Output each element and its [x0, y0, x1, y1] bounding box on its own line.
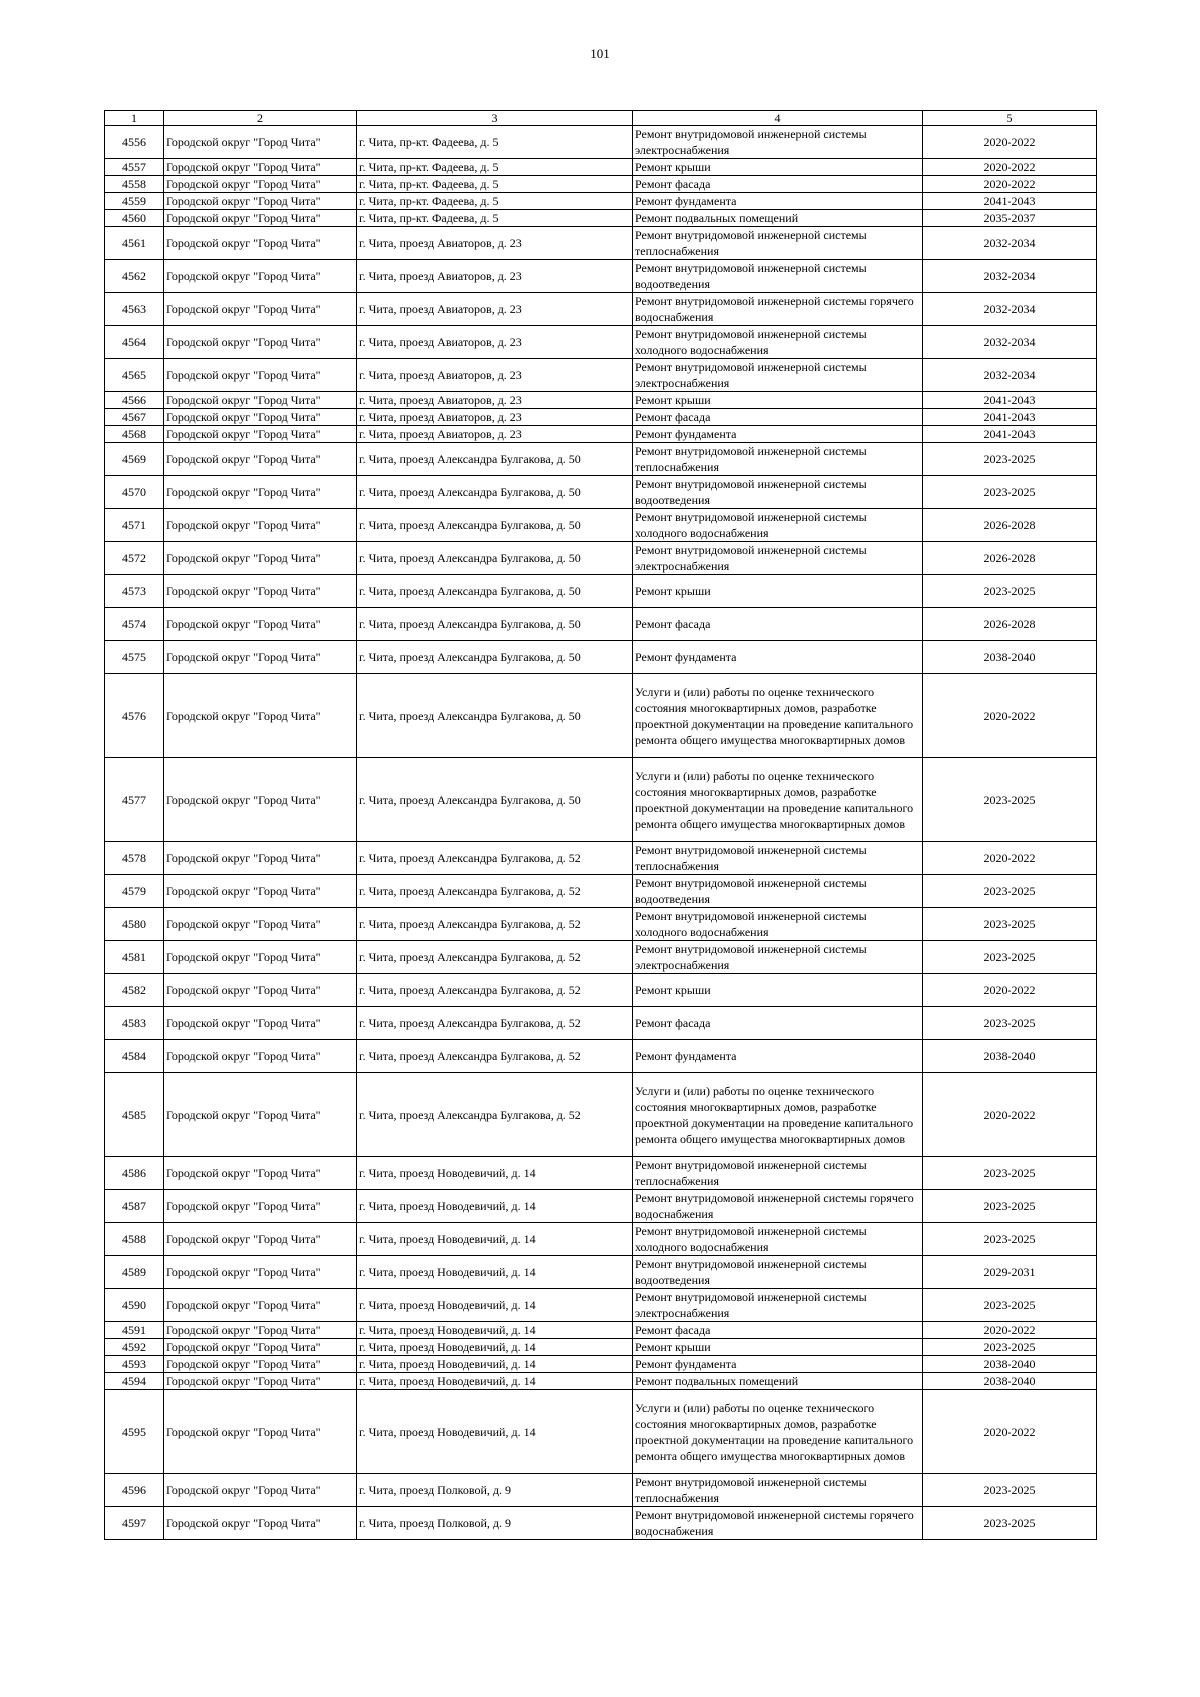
- row-number-cell: 4594: [105, 1373, 164, 1390]
- address-cell: г. Чита, проезд Авиаторов, д. 23: [357, 426, 633, 443]
- address-cell: г. Чита, проезд Александра Булгакова, д. 50: [357, 674, 633, 758]
- table-row: [105, 842, 1097, 875]
- table-row: [105, 1322, 1097, 1339]
- period-cell: 2020-2022: [923, 176, 1097, 193]
- address-cell: г. Чита, проезд Полковой, д. 9: [357, 1474, 633, 1507]
- period-cell: 2023-2025: [923, 1507, 1097, 1540]
- address-cell: г. Чита, проезд Новодевичий, д. 14: [357, 1390, 633, 1474]
- work-type-cell: Ремонт внутридомовой инженерной системы теплоснабжения: [633, 443, 923, 476]
- municipality-cell: Городской округ "Город Чита": [164, 227, 357, 260]
- table-row: [105, 608, 1097, 641]
- municipality-cell: Городской округ "Город Чита": [164, 1390, 357, 1474]
- work-type-cell: Ремонт внутридомовой инженерной системы горячего водоснабжения: [633, 293, 923, 326]
- address-cell: г. Чита, проезд Новодевичий, д. 14: [357, 1223, 633, 1256]
- row-number-cell: 4589: [105, 1256, 164, 1289]
- row-number-cell: 4566: [105, 392, 164, 409]
- table-row: [105, 1289, 1097, 1322]
- row-number-cell: 4565: [105, 359, 164, 392]
- row-number-cell: 4585: [105, 1073, 164, 1157]
- work-type-cell: Ремонт фасада: [633, 608, 923, 641]
- address-cell: г. Чита, проезд Александра Булгакова, д. 52: [357, 908, 633, 941]
- table-row: [105, 974, 1097, 1007]
- work-type-cell: Ремонт внутридомовой инженерной системы электроснабжения: [633, 359, 923, 392]
- work-type-cell: Ремонт внутридомовой инженерной системы теплоснабжения: [633, 227, 923, 260]
- period-cell: 2026-2028: [923, 608, 1097, 641]
- work-type-cell: Ремонт крыши: [633, 392, 923, 409]
- municipality-cell: Городской округ "Город Чита": [164, 875, 357, 908]
- table-row: [105, 176, 1097, 193]
- table-row: [105, 1356, 1097, 1373]
- period-cell: 2020-2022: [923, 1390, 1097, 1474]
- period-cell: 2032-2034: [923, 227, 1097, 260]
- table-row: [105, 1073, 1097, 1157]
- work-type-cell: Ремонт внутридомовой инженерной системы теплоснабжения: [633, 842, 923, 875]
- municipality-cell: Городской округ "Город Чита": [164, 1507, 357, 1540]
- table-row: [105, 1474, 1097, 1507]
- municipality-cell: Городской округ "Город Чита": [164, 1339, 357, 1356]
- table-row: [105, 159, 1097, 176]
- period-cell: 2023-2025: [923, 1474, 1097, 1507]
- table-row: [105, 476, 1097, 509]
- period-cell: 2038-2040: [923, 1356, 1097, 1373]
- table-row: [105, 509, 1097, 542]
- period-cell: 2023-2025: [923, 1289, 1097, 1322]
- period-cell: 2020-2022: [923, 126, 1097, 159]
- page-number: 101: [590, 46, 610, 61]
- municipality-cell: Городской округ "Город Чита": [164, 1190, 357, 1223]
- work-type-cell: Ремонт фундамента: [633, 193, 923, 210]
- table-row: [105, 1373, 1097, 1390]
- work-type-cell: Ремонт фасада: [633, 1322, 923, 1339]
- municipality-cell: Городской округ "Город Чита": [164, 758, 357, 842]
- row-number-cell: 4559: [105, 193, 164, 210]
- table-row: [105, 1190, 1097, 1223]
- row-number-cell: 4561: [105, 227, 164, 260]
- row-number-cell: 4590: [105, 1289, 164, 1322]
- period-cell: 2023-2025: [923, 476, 1097, 509]
- address-cell: г. Чита, проезд Александра Булгакова, д. 50: [357, 476, 633, 509]
- municipality-cell: Городской округ "Город Чита": [164, 293, 357, 326]
- row-number-cell: 4582: [105, 974, 164, 1007]
- period-cell: 2023-2025: [923, 1223, 1097, 1256]
- table-row: [105, 908, 1097, 941]
- row-number-cell: 4580: [105, 908, 164, 941]
- municipality-cell: Городской округ "Город Чита": [164, 1322, 357, 1339]
- period-cell: 2023-2025: [923, 1190, 1097, 1223]
- period-cell: 2023-2025: [923, 941, 1097, 974]
- municipality-cell: Городской округ "Город Чита": [164, 210, 357, 227]
- period-cell: 2038-2040: [923, 641, 1097, 674]
- period-cell: 2023-2025: [923, 575, 1097, 608]
- municipality-cell: Городской округ "Город Чита": [164, 392, 357, 409]
- row-number-cell: 4567: [105, 409, 164, 426]
- address-cell: г. Чита, проезд Новодевичий, д. 14: [357, 1190, 633, 1223]
- work-type-cell: Ремонт внутридомовой инженерной системы теплоснабжения: [633, 1157, 923, 1190]
- period-cell: 2029-2031: [923, 1256, 1097, 1289]
- municipality-cell: Городской округ "Город Чита": [164, 509, 357, 542]
- municipality-cell: Городской округ "Город Чита": [164, 1474, 357, 1507]
- table-row: [105, 1256, 1097, 1289]
- row-number-cell: 4560: [105, 210, 164, 227]
- address-cell: г. Чита, проезд Александра Булгакова, д. 50: [357, 542, 633, 575]
- work-type-cell: Ремонт внутридомовой инженерной системы холодного водоснабжения: [633, 1223, 923, 1256]
- work-type-cell: Ремонт внутридомовой инженерной системы водоотведения: [633, 1256, 923, 1289]
- period-cell: 2020-2022: [923, 1073, 1097, 1157]
- period-cell: 2035-2037: [923, 210, 1097, 227]
- period-cell: 2038-2040: [923, 1373, 1097, 1390]
- work-type-cell: Ремонт крыши: [633, 1339, 923, 1356]
- period-cell: 2020-2022: [923, 842, 1097, 875]
- address-cell: г. Чита, проезд Александра Булгакова, д. 52: [357, 941, 633, 974]
- row-number-cell: 4593: [105, 1356, 164, 1373]
- work-type-cell: Ремонт внутридомовой инженерной системы электроснабжения: [633, 126, 923, 159]
- municipality-cell: Городской округ "Город Чита": [164, 443, 357, 476]
- address-cell: г. Чита, проезд Александра Булгакова, д. 50: [357, 509, 633, 542]
- table-row: [105, 210, 1097, 227]
- address-cell: г. Чита, проезд Новодевичий, д. 14: [357, 1356, 633, 1373]
- row-number-cell: 4562: [105, 260, 164, 293]
- work-type-cell: Ремонт фундамента: [633, 641, 923, 674]
- municipality-cell: Городской округ "Город Чита": [164, 542, 357, 575]
- work-type-cell: Ремонт внутридомовой инженерной системы горячего водоснабжения: [633, 1190, 923, 1223]
- address-cell: г. Чита, проезд Авиаторов, д. 23: [357, 409, 633, 426]
- municipality-cell: Городской округ "Город Чита": [164, 1289, 357, 1322]
- work-type-cell: Ремонт крыши: [633, 575, 923, 608]
- address-cell: г. Чита, проезд Александра Булгакова, д. 52: [357, 1040, 633, 1073]
- work-type-cell: Ремонт фундамента: [633, 426, 923, 443]
- address-cell: г. Чита, проезд Александра Булгакова, д. 52: [357, 1073, 633, 1157]
- row-number-cell: 4563: [105, 293, 164, 326]
- row-number-cell: 4584: [105, 1040, 164, 1073]
- table-row: [105, 758, 1097, 842]
- municipality-cell: Городской округ "Город Чита": [164, 159, 357, 176]
- address-cell: г. Чита, проезд Новодевичий, д. 14: [357, 1322, 633, 1339]
- address-cell: г. Чита, проезд Авиаторов, д. 23: [357, 359, 633, 392]
- work-type-cell: Ремонт внутридомовой инженерной системы холодного водоснабжения: [633, 908, 923, 941]
- row-number-cell: 4583: [105, 1007, 164, 1040]
- municipality-cell: Городской округ "Город Чита": [164, 1073, 357, 1157]
- row-number-cell: 4576: [105, 674, 164, 758]
- municipality-cell: Городской округ "Город Чита": [164, 326, 357, 359]
- table-row: [105, 227, 1097, 260]
- table-row: [105, 193, 1097, 210]
- work-type-cell: Ремонт внутридомовой инженерной системы электроснабжения: [633, 941, 923, 974]
- row-number-cell: 4558: [105, 176, 164, 193]
- period-cell: 2026-2028: [923, 542, 1097, 575]
- row-number-cell: 4571: [105, 509, 164, 542]
- period-cell: 2020-2022: [923, 674, 1097, 758]
- row-number-cell: 4570: [105, 476, 164, 509]
- municipality-cell: Городской округ "Город Чита": [164, 1373, 357, 1390]
- address-cell: г. Чита, пр-кт. Фадеева, д. 5: [357, 210, 633, 227]
- table-row: [105, 1390, 1097, 1474]
- address-cell: г. Чита, проезд Авиаторов, д. 23: [357, 293, 633, 326]
- row-number-cell: 4588: [105, 1223, 164, 1256]
- address-cell: г. Чита, проезд Александра Булгакова, д. 52: [357, 1007, 633, 1040]
- table-row: [105, 359, 1097, 392]
- municipality-cell: Городской округ "Город Чита": [164, 1256, 357, 1289]
- column-header-2: 2: [164, 111, 357, 126]
- municipality-cell: Городской округ "Город Чита": [164, 674, 357, 758]
- address-cell: г. Чита, проезд Авиаторов, д. 23: [357, 326, 633, 359]
- row-number-cell: 4579: [105, 875, 164, 908]
- row-number-cell: 4597: [105, 1507, 164, 1540]
- address-cell: г. Чита, пр-кт. Фадеева, д. 5: [357, 159, 633, 176]
- period-cell: 2026-2028: [923, 509, 1097, 542]
- municipality-cell: Городской округ "Город Чита": [164, 176, 357, 193]
- row-number-cell: 4575: [105, 641, 164, 674]
- period-cell: 2032-2034: [923, 359, 1097, 392]
- table-row: [105, 542, 1097, 575]
- period-cell: 2020-2022: [923, 1322, 1097, 1339]
- address-cell: г. Чита, проезд Новодевичий, д. 14: [357, 1339, 633, 1356]
- municipality-cell: Городской округ "Город Чита": [164, 359, 357, 392]
- table-row: [105, 1507, 1097, 1540]
- table-row: [105, 1007, 1097, 1040]
- municipality-cell: Городской округ "Город Чита": [164, 126, 357, 159]
- municipality-cell: Городской округ "Город Чита": [164, 1040, 357, 1073]
- municipality-cell: Городской округ "Город Чита": [164, 1223, 357, 1256]
- municipality-cell: Городской округ "Город Чита": [164, 193, 357, 210]
- address-cell: г. Чита, проезд Новодевичий, д. 14: [357, 1289, 633, 1322]
- table-row: [105, 575, 1097, 608]
- municipality-cell: Городской округ "Город Чита": [164, 426, 357, 443]
- municipality-cell: Городской округ "Город Чита": [164, 409, 357, 426]
- address-cell: г. Чита, проезд Александра Булгакова, д. 50: [357, 758, 633, 842]
- address-cell: г. Чита, пр-кт. Фадеева, д. 5: [357, 126, 633, 159]
- table-row: [105, 1223, 1097, 1256]
- address-cell: г. Чита, проезд Александра Булгакова, д. 52: [357, 875, 633, 908]
- municipality-cell: Городской округ "Город Чита": [164, 608, 357, 641]
- row-number-cell: 4577: [105, 758, 164, 842]
- work-type-cell: Услуги и (или) работы по оценке технического состояния многоквартирных домов, разработке проектной документации на проведение капитального ремонта общего имущества многоквартирных домов: [633, 1390, 923, 1474]
- period-cell: 2032-2034: [923, 326, 1097, 359]
- period-cell: 2023-2025: [923, 443, 1097, 476]
- work-type-cell: Ремонт внутридомовой инженерной системы теплоснабжения: [633, 1474, 923, 1507]
- period-cell: 2023-2025: [923, 758, 1097, 842]
- period-cell: 2020-2022: [923, 159, 1097, 176]
- address-cell: г. Чита, проезд Авиаторов, д. 23: [357, 260, 633, 293]
- municipality-cell: Городской округ "Город Чита": [164, 1007, 357, 1040]
- row-number-cell: 4569: [105, 443, 164, 476]
- period-cell: 2041-2043: [923, 193, 1097, 210]
- address-cell: г. Чита, проезд Новодевичий, д. 14: [357, 1256, 633, 1289]
- address-cell: г. Чита, проезд Авиаторов, д. 23: [357, 227, 633, 260]
- period-cell: 2023-2025: [923, 1339, 1097, 1356]
- table-body: [105, 126, 1097, 1540]
- column-number-row: [105, 111, 1097, 126]
- row-number-cell: 4574: [105, 608, 164, 641]
- address-cell: г. Чита, пр-кт. Фадеева, д. 5: [357, 176, 633, 193]
- period-cell: 2032-2034: [923, 260, 1097, 293]
- row-number-cell: 4586: [105, 1157, 164, 1190]
- period-cell: 2041-2043: [923, 392, 1097, 409]
- address-cell: г. Чита, проезд Александра Булгакова, д. 50: [357, 641, 633, 674]
- work-type-cell: Ремонт подвальных помещений: [633, 1373, 923, 1390]
- address-cell: г. Чита, пр-кт. Фадеева, д. 5: [357, 193, 633, 210]
- period-cell: 2023-2025: [923, 1007, 1097, 1040]
- work-type-cell: Ремонт внутридомовой инженерной системы водоотведения: [633, 875, 923, 908]
- work-type-cell: Ремонт внутридомовой инженерной системы электроснабжения: [633, 1289, 923, 1322]
- column-header-1: 1: [105, 111, 164, 126]
- row-number-cell: 4564: [105, 326, 164, 359]
- row-number-cell: 4581: [105, 941, 164, 974]
- municipality-cell: Городской округ "Город Чита": [164, 1157, 357, 1190]
- work-type-cell: Ремонт внутридомовой инженерной системы холодного водоснабжения: [633, 326, 923, 359]
- table-row: [105, 392, 1097, 409]
- address-cell: г. Чита, проезд Александра Булгакова, д. 52: [357, 974, 633, 1007]
- address-cell: г. Чита, проезд Александра Булгакова, д. 50: [357, 608, 633, 641]
- table-row: [105, 260, 1097, 293]
- table-row: [105, 941, 1097, 974]
- table-row: [105, 409, 1097, 426]
- municipality-cell: Городской округ "Город Чита": [164, 908, 357, 941]
- table-row: [105, 443, 1097, 476]
- table-row: [105, 641, 1097, 674]
- table-row: [105, 1339, 1097, 1356]
- municipality-cell: Городской округ "Город Чита": [164, 842, 357, 875]
- row-number-cell: 4556: [105, 126, 164, 159]
- period-cell: 2041-2043: [923, 409, 1097, 426]
- address-cell: г. Чита, проезд Александра Булгакова, д. 50: [357, 575, 633, 608]
- municipality-cell: Городской округ "Город Чита": [164, 1356, 357, 1373]
- row-number-cell: 4587: [105, 1190, 164, 1223]
- municipality-cell: Городской округ "Город Чита": [164, 476, 357, 509]
- row-number-cell: 4557: [105, 159, 164, 176]
- work-type-cell: Услуги и (или) работы по оценке технического состояния многоквартирных домов, разработке проектной документации на проведение капитального ремонта общего имущества многоквартирных домов: [633, 1073, 923, 1157]
- work-type-cell: Услуги и (или) работы по оценке технического состояния многоквартирных домов, разработке проектной документации на проведение капитального ремонта общего имущества многоквартирных домов: [633, 674, 923, 758]
- period-cell: 2023-2025: [923, 875, 1097, 908]
- period-cell: 2023-2025: [923, 1157, 1097, 1190]
- work-type-cell: Ремонт внутридомовой инженерной системы холодного водоснабжения: [633, 509, 923, 542]
- repair-schedule-table: [104, 110, 1097, 1540]
- table-row: [105, 326, 1097, 359]
- period-cell: 2020-2022: [923, 974, 1097, 1007]
- address-cell: г. Чита, проезд Александра Булгакова, д. 52: [357, 842, 633, 875]
- work-type-cell: Ремонт фундамента: [633, 1356, 923, 1373]
- table-row: [105, 875, 1097, 908]
- work-type-cell: Услуги и (или) работы по оценке технического состояния многоквартирных домов, разработке проектной документации на проведение капитального ремонта общего имущества многоквартирных домов: [633, 758, 923, 842]
- address-cell: г. Чита, проезд Александра Булгакова, д. 50: [357, 443, 633, 476]
- municipality-cell: Городской округ "Город Чита": [164, 641, 357, 674]
- work-type-cell: Ремонт фасада: [633, 409, 923, 426]
- work-type-cell: Ремонт внутридомовой инженерной системы водоотведения: [633, 260, 923, 293]
- row-number-cell: 4591: [105, 1322, 164, 1339]
- row-number-cell: 4592: [105, 1339, 164, 1356]
- table-row: [105, 126, 1097, 159]
- work-type-cell: Ремонт крыши: [633, 974, 923, 1007]
- row-number-cell: 4572: [105, 542, 164, 575]
- column-header-3: 3: [357, 111, 633, 126]
- column-header-5: 5: [923, 111, 1097, 126]
- row-number-cell: 4578: [105, 842, 164, 875]
- work-type-cell: Ремонт внутридомовой инженерной системы электроснабжения: [633, 542, 923, 575]
- column-header-4: 4: [633, 111, 923, 126]
- row-number-cell: 4568: [105, 426, 164, 443]
- table-row: [105, 1157, 1097, 1190]
- table-row: [105, 293, 1097, 326]
- address-cell: г. Чита, проезд Полковой, д. 9: [357, 1507, 633, 1540]
- period-cell: 2041-2043: [923, 426, 1097, 443]
- address-cell: г. Чита, проезд Новодевичий, д. 14: [357, 1157, 633, 1190]
- address-cell: г. Чита, проезд Новодевичий, д. 14: [357, 1373, 633, 1390]
- work-type-cell: Ремонт фасада: [633, 1007, 923, 1040]
- address-cell: г. Чита, проезд Авиаторов, д. 23: [357, 392, 633, 409]
- work-type-cell: Ремонт фасада: [633, 176, 923, 193]
- period-cell: 2023-2025: [923, 908, 1097, 941]
- municipality-cell: Городской округ "Город Чита": [164, 941, 357, 974]
- municipality-cell: Городской округ "Город Чита": [164, 575, 357, 608]
- row-number-cell: 4595: [105, 1390, 164, 1474]
- municipality-cell: Городской округ "Город Чита": [164, 260, 357, 293]
- period-cell: 2032-2034: [923, 293, 1097, 326]
- work-type-cell: Ремонт подвальных помещений: [633, 210, 923, 227]
- table-row: [105, 674, 1097, 758]
- work-type-cell: Ремонт крыши: [633, 159, 923, 176]
- work-type-cell: Ремонт внутридомовой инженерной системы водоотведения: [633, 476, 923, 509]
- row-number-cell: 4573: [105, 575, 164, 608]
- table-row: [105, 426, 1097, 443]
- period-cell: 2038-2040: [923, 1040, 1097, 1073]
- row-number-cell: 4596: [105, 1474, 164, 1507]
- table-row: [105, 1040, 1097, 1073]
- work-type-cell: Ремонт внутридомовой инженерной системы горячего водоснабжения: [633, 1507, 923, 1540]
- work-type-cell: Ремонт фундамента: [633, 1040, 923, 1073]
- municipality-cell: Городской округ "Город Чита": [164, 974, 357, 1007]
